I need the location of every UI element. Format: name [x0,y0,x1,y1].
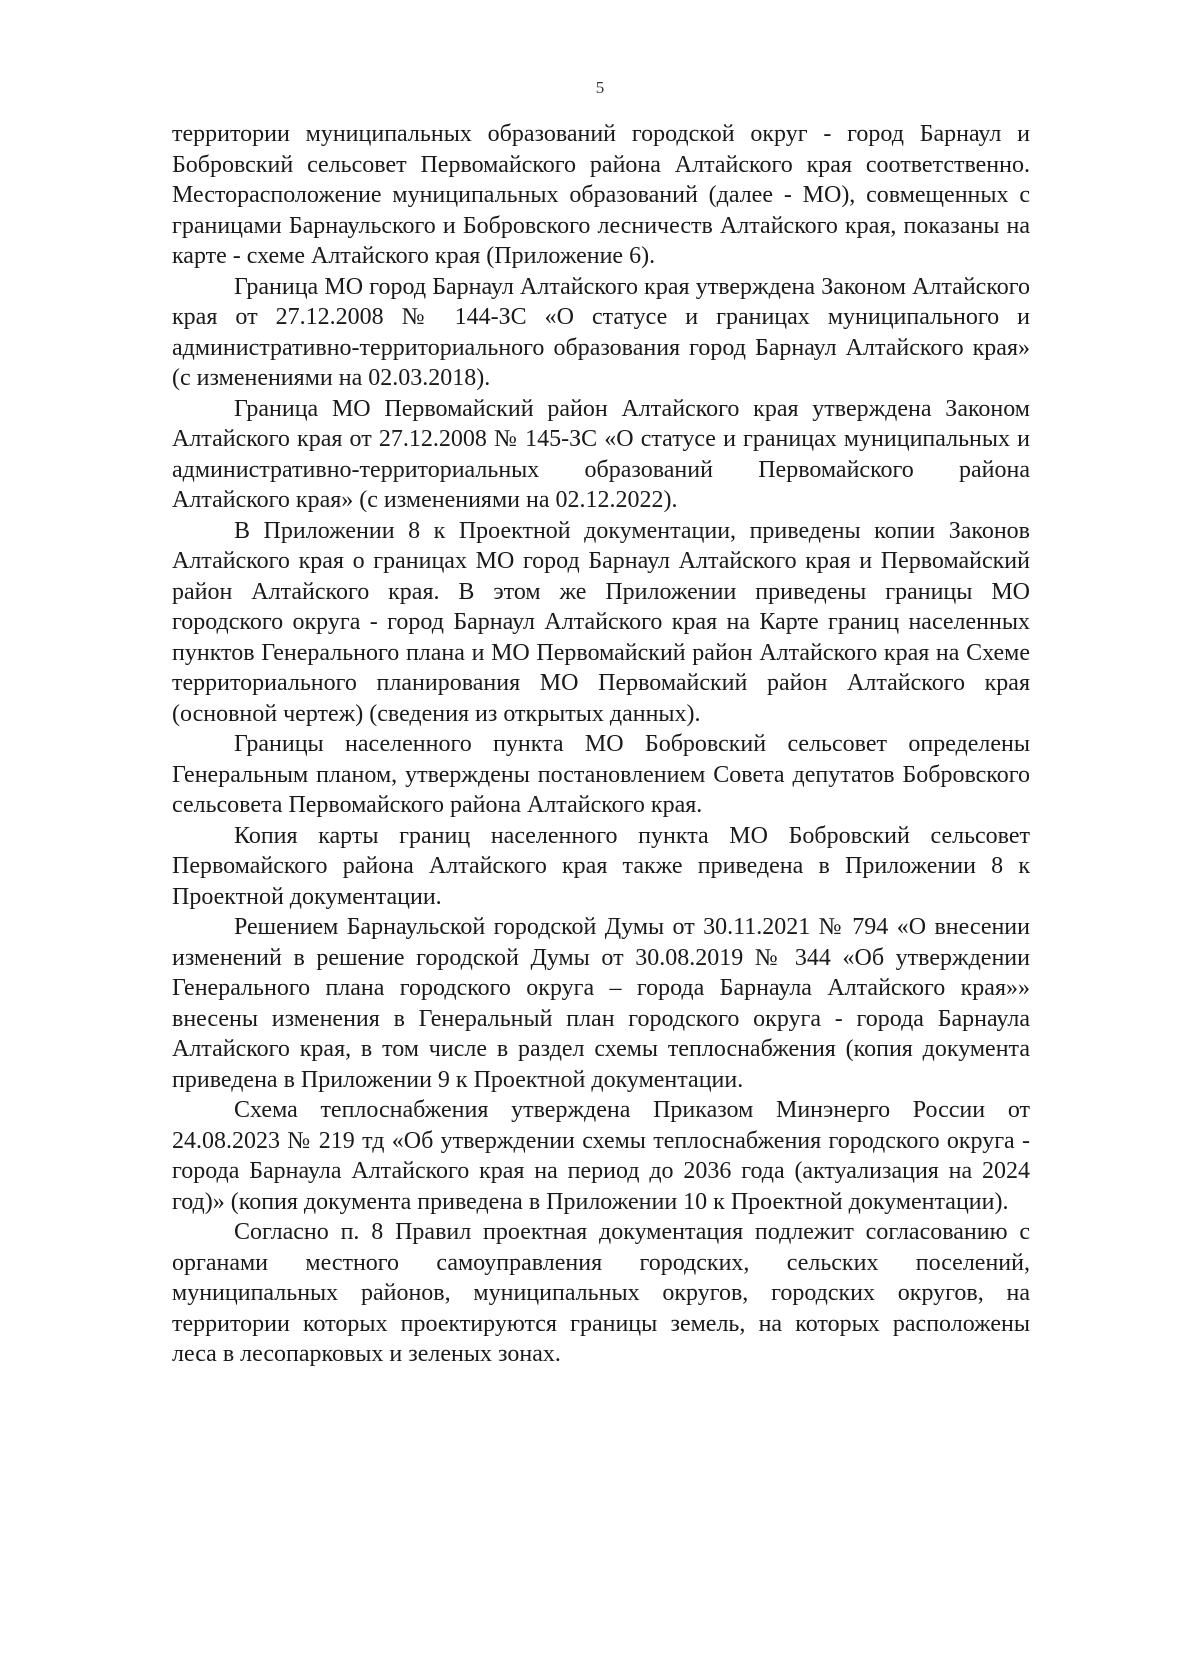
paragraph-4: В Приложении 8 к Проектной документации, приведены копии Законов Алтайского края о границах МО город Барнаул Алтайского края и Первомайский район Алтайского края. В этом же Приложении приведены границы МО городского округа - город Барнаул Алтайского края на Карте границ населенных пунктов Генерального плана и МО Первомайский район Алтайского края на Схеме территориального планирования МО Первомайский район Алтайского края (основной чертеж) (сведения из открытых данных). [172,517,1030,727]
paragraph-5: Границы населенного пункта МО Бобровский сельсовет определены Генеральным планом, утверждены постановлением Совета депутатов Бобровского сельсовета Первомайского района Алтайского края. [172,731,1030,818]
page-number: 5 [595,78,605,97]
document-body [172,119,1030,1370]
paragraph-2: Граница МО город Барнаул Алтайского края утверждена Законом Алтайского края от 27.12.2008 № 144-ЗС «О статусе и границах муниципального и административно-территориального образования город Барнаул Алтайского края» (с изменениями на 02.03.2018). [172,273,1030,391]
paragraph-7: Решением Барнаульской городской Думы от 30.11.2021 № 794 «О внесении изменений в решение городской Думы от 30.08.2019 № 344 «Об утверждении Генерального плана городского округа – города Барнаула Алтайского края»» внесены изменения в Генеральный план городского округа - города Барнаула Алтайского края, в том числе в раздел схемы теплоснабжения (копия документа приведена в Приложении 9 к Проектной документации. [172,914,1030,1093]
paragraph-9: Согласно п. 8 Правил проектная документация подлежит согласованию с органами местного самоуправления городских, сельских поселений, муниципальных районов, муниципальных округов, городских округов, на территории которых проектируются границы земель, на которых расположены леса в лесопарковых и зеленых зонах. [172,1219,1030,1367]
paragraph-1: территории муниципальных образований городской округ - город Барнаул и Бобровский сельсовет Первомайского района Алтайского края соответственно. Месторасположение муниципальных образований (далее - МО), совмещенных с границами Барнаульского и Бобровского лесничеств Алтайского края, показаны на карте - схеме Алтайского края (Приложение 6). [172,121,1030,269]
paragraph-6: Копия карты границ населенного пункта МО Бобровский сельсовет Первомайского района Алтайского края также приведена в Приложении 8 к Проектной документации. [172,822,1030,910]
paragraph-8: Схема теплоснабжения утверждена Приказом Минэнерго России от 24.08.2023 № 219 тд «Об утверждении схемы теплоснабжения городского округа - города Барнаула Алтайского края на период до 2036 года (актуализация на 2024 год)» (копия документа приведена в Приложении 10 к Проектной документации). [172,1097,1030,1215]
paragraph-3: Граница МО Первомайский район Алтайского края утверждена Законом Алтайского края от 27.12.2008 № 145-ЗС «О статусе и границах муниципальных и административно-территориальных образований Первомайского района Алтайского края» (с изменениями на 02.12.2022). [172,395,1030,513]
